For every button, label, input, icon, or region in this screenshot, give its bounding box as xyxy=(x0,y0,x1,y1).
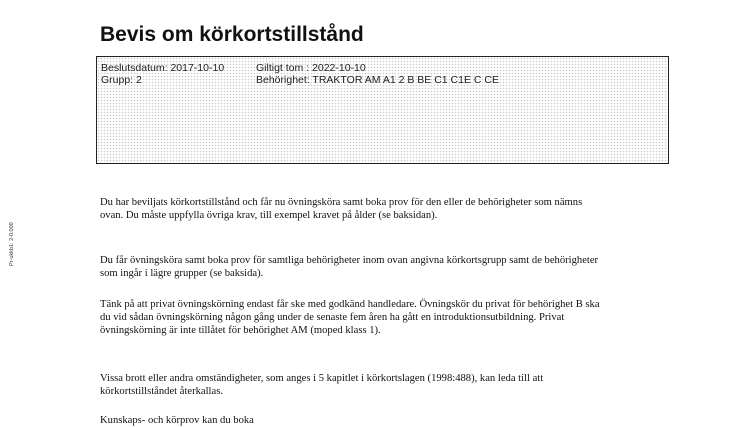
side-form-code: Pr-ukkb1: 2-0.000 xyxy=(9,222,15,266)
paragraph-1: Du har beviljats körkortstillstånd och får nu övningsköra samt boka prov för den eller de behörigheter som nämns ovan. Du måste uppfylla övriga krav, till exempel kravet på ålder (se baksidan). xyxy=(100,197,583,221)
paragraph-4: Vissa brott eller andra omständigheter, som anges i 5 kapitlet i körkortslagen (1998:488), kan leda till att körkortstillståndet återkallas. xyxy=(100,373,544,397)
paragraph-3: Tänk på att privat övningskörning endast får ske med godkänd handledare. Övningskör du privat för behörighet B ska du vid sådan övningskörning någon gång under de senaste fem åren ha gått en introduktionsutbildning. Privat övningskörning är inte tillåtet för behörighet AM (moped klass 1). xyxy=(100,299,600,336)
valid-until: Giltigt tom : 2022-10-10 xyxy=(256,62,366,74)
document-title: Bevis om körkortstillstånd xyxy=(100,23,364,46)
info-row-dates xyxy=(101,62,366,74)
paragraph-2: Du får övningsköra samt boka prov för samtliga behörigheter inom ovan angivna körkortsgrupp samt de behörigheter som ingår i lägre grupper (se baksida). xyxy=(100,255,599,279)
permit-info-box xyxy=(96,56,669,164)
license-categories: Behörighet: TRAKTOR AM A1 2 B BE C1 C1E C CE xyxy=(256,74,499,86)
decision-date: Beslutsdatum: 2017-10-10 xyxy=(101,62,225,74)
license-group: Grupp: 2 xyxy=(101,74,142,86)
info-row-group xyxy=(101,74,499,86)
paragraph-5: Kunskaps- och körprov kan du boka xyxy=(100,415,254,426)
